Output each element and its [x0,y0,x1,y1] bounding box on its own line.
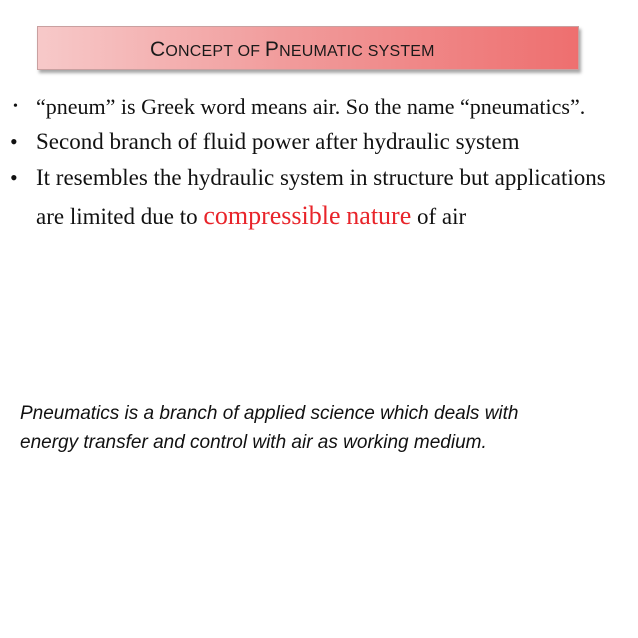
title-initial-1: C [150,38,166,61]
bullet-text: Second branch of fluid power after hydraulic system [36,129,520,154]
highlight-nature: nature [346,201,412,230]
bullet-item [10,124,630,159]
title-initial-2: P [264,38,280,61]
title-rest-2: NEUMATIC SYSTEM [279,43,435,60]
bullet-marker: • [10,165,18,190]
bullet-text: It resembles the hydraulic system in structure but applications are limited due to [36,165,606,229]
bullet-marker: • [10,129,18,154]
bullet-item [10,90,630,124]
bullet-text-end: of air [411,204,467,229]
bullet-text: “pneum” is Greek word means air. So the name “pneumatics”. [36,94,586,119]
definition-text: Pneumatics is a branch of applied science which deals with energy transfer and control with air as working medium. [20,403,519,453]
bullet-list [10,90,630,236]
highlight-compressible: compressible [203,201,341,230]
title-rest-1: ONCEPT OF [165,43,265,60]
bullet-marker: • [13,99,18,114]
slide-title [150,38,435,62]
bullet-item [10,159,630,236]
title-banner [37,26,579,70]
